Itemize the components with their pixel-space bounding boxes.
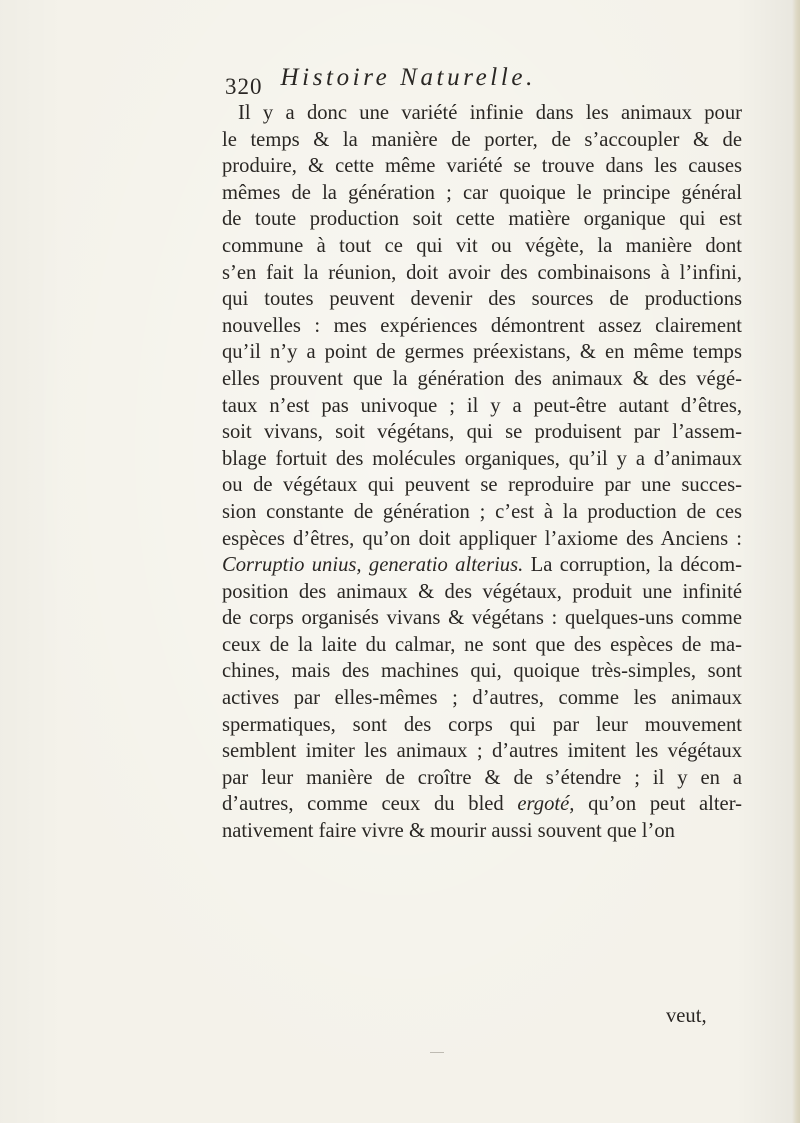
text-line: qu’il n’y a point de germes préexistans, & en même temps [222, 341, 742, 364]
text-line: position des animaux & des végétaux, produit une infinité [222, 580, 742, 603]
text-line: le temps & la manière de porter, de s’accoupler & de [222, 128, 742, 151]
page-header [225, 64, 665, 104]
text-line: soit vivans, soit végétans, qui se produisent par l’assem- [222, 421, 742, 444]
text-line: sion constante de génération ; c’est à la production de ces [222, 500, 742, 523]
text-line: nouvelles : mes expériences démontrent assez clairement [222, 314, 742, 337]
body-text [222, 100, 742, 845]
text-line: espèces d’êtres, qu’on doit appliquer l’axiome des Anciens : [222, 527, 742, 550]
page-edge [792, 0, 800, 1123]
running-title: Histoire Naturelle. [280, 64, 536, 91]
text-line: taux n’est pas univoque ; il y a peut-être autant d’êtres, [222, 394, 742, 417]
ink-mark [430, 1052, 444, 1053]
text-line: mêmes de la génération ; car quoique le principe général [222, 181, 742, 204]
text-line: commune à tout ce qui vit ou végète, la manière dont [222, 234, 742, 257]
text-line: elles prouvent que la génération des animaux & des végé- [222, 367, 742, 390]
text-line: Il y a donc une variété infinie dans les animaux pour [238, 102, 742, 124]
text-line: blage fortuit des molécules organiques, qu’il y a d’animaux [222, 447, 742, 470]
text-line: de corps organisés vivans & végétans : quelques-uns comme [222, 607, 742, 630]
text-line: qui toutes peuvent devenir des sources de productions [222, 288, 742, 311]
italic-word: ergoté, [517, 793, 575, 816]
text-line-with-italic-word [222, 791, 742, 818]
text-line: actives par elles-mêmes ; d’autres, comme les animaux [222, 687, 742, 710]
text-fragment: d’autres, comme ceux du bled [222, 793, 504, 816]
text-line: de toute production soit cette matière organique qui est [222, 208, 742, 231]
text-line: chines, mais des machines qui, quoique très-simples, sont [222, 660, 742, 683]
text-line: produire, & cette même variété se trouve dans les causes [222, 155, 742, 178]
page-number: 320 [225, 74, 263, 99]
text-fragment: qu’on peut alter- [588, 793, 742, 816]
latin-quote: Corruptio unius, generatio alterius. [222, 554, 524, 577]
text-line: par leur manière de croître & de s’étendre ; il y en a [222, 766, 742, 789]
catchword: veut, [666, 1005, 707, 1027]
text-line: spermatiques, sont des corps qui par leur mouvement [222, 713, 742, 736]
text-line: ou de végétaux qui peuvent se reproduire par une succes- [222, 474, 742, 497]
text-line: ceux de la laite du calmar, ne sont que des espèces de ma- [222, 633, 742, 656]
text-fragment: La corruption, la décom- [530, 554, 742, 577]
text-line: s’en fait la réunion, doit avoir des combinaisons à l’infini, [222, 261, 742, 284]
text-line: semblent imiter les animaux ; d’autres imitent les végétaux [222, 740, 742, 763]
text-line: nativement faire vivre & mourir aussi souvent que l’on [222, 820, 675, 843]
text-line-with-latin-quote [222, 552, 742, 579]
